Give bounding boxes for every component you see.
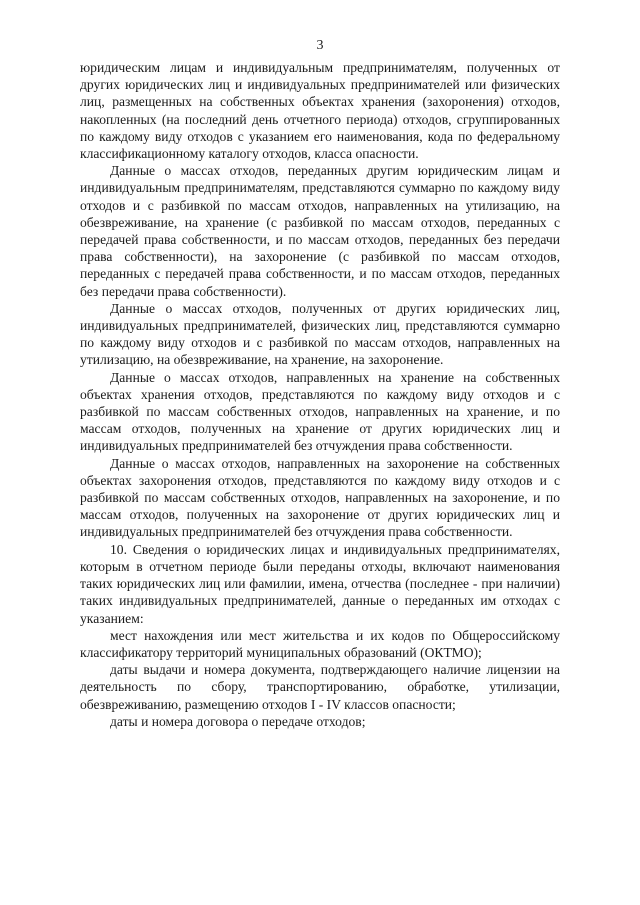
document-body <box>80 59 560 730</box>
paragraph-burial-waste: Данные о массах отходов, направленных на захоронение на собственных объектах захоронения отходов, представляются по каждому виду отходов и с разбивкой по массам собственных отходов, направленных на захоронение, и по массам отходов, полученных на захоронение от других юридических лиц и индивидуальных предпринимателей без отчуждения права собственности. <box>80 455 560 540</box>
paragraph-location: мест нахождения или мест жительства и их кодов по Общероссийскому классификатору территорий муниципальных образований (ОКТМО); <box>80 627 560 660</box>
paragraph-item-10: 10. Сведения о юридических лицах и индивидуальных предпринимателях, которым в отчетном периоде были переданы отходы, включают наименования таких юридических лиц или фамилии, имена, отчества (последнее - при наличии) таких индивидуальных предпринимателей, данные о переданных им отходах с указанием: <box>80 541 560 626</box>
paragraph-contract: даты и номера договора о передаче отходов; <box>110 713 366 729</box>
paragraph-license: даты выдачи и номера документа, подтверждающего наличие лицензии на деятельность по сбору, транспортированию, обработке, утилизации, обезвреживанию, размещению отходов I - IV классов опасности; <box>80 662 560 712</box>
paragraph-storage-waste: Данные о массах отходов, направленных на хранение на собственных объектах хранения отходов, представляются по каждому виду отходов и с разбивкой по массам собственных отходов, направленных на хранение, и по массам отходов, полученных на хранение от других юридических лиц и индивидуальных предпринимателей без отчуждения права собственности. <box>80 369 560 454</box>
page-number: 3 <box>316 38 324 53</box>
paragraph-received-waste: Данные о массах отходов, полученных от других юридических лиц, индивидуальных предпринимателей, физических лиц, представляются суммарно по каждому виду отходов и с разбивкой по массам отходов, направленных на утилизацию, на обезвреживание, на хранение, на захоронение. <box>80 300 560 368</box>
paragraph-continuation: юридическим лицам и индивидуальным предпринимателям, полученных от других юридических лиц и индивидуальных предпринимателей или физических лиц, размещенных на собственных объектах хранения (захоронения) отходов, накопленных (на последний день отчетного периода) отходов, сгруппированных по каждому виду отходов с указанием его наименования, кода по федеральному классификационному каталогу отходов, класса опасности. <box>80 60 560 162</box>
paragraph-transferred-waste: Данные о массах отходов, переданных другим юридическим лицам и индивидуальным предпринимателям, представляются суммарно по каждому виду отходов и с разбивкой по массам отходов, направленных на утилизацию, на обезвреживание, на хранение (с разбивкой по массам отходов, переданных с передачей права собственности, и по массам отходов, переданных без передачи права собственности), на захоронение (с разбивкой по массам отходов, переданных с передачей права собственности, и по массам отходов, переданных без передачи права собственности). <box>80 163 560 299</box>
